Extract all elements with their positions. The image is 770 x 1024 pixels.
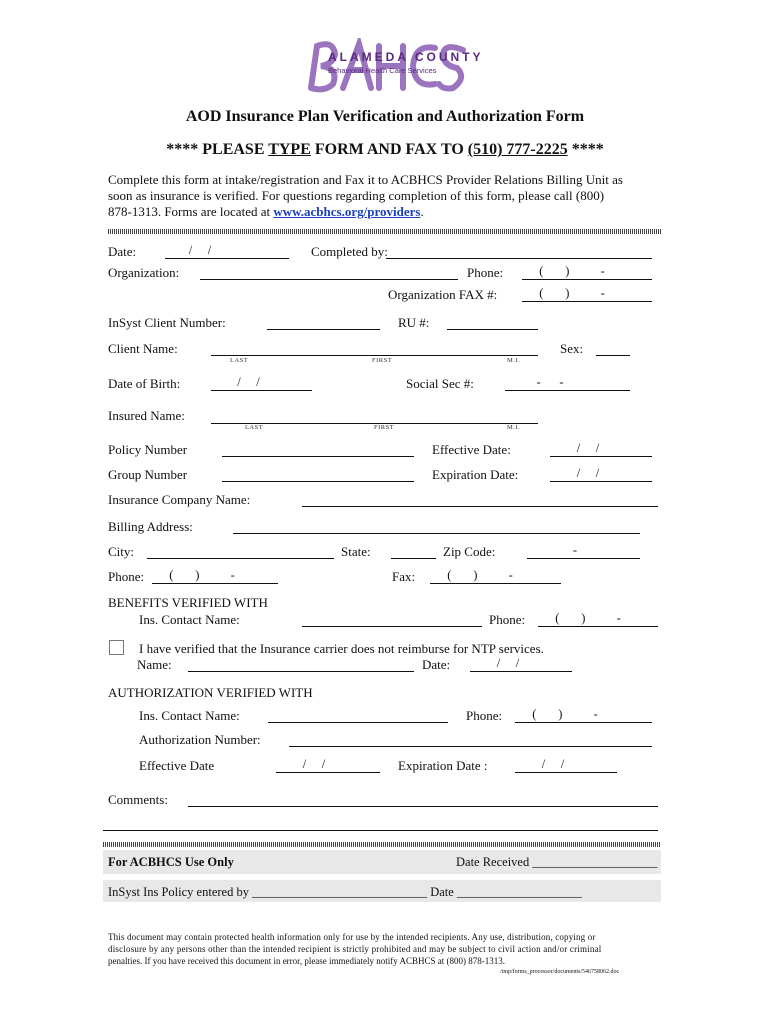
fax-middle: FORM AND FAX TO: [310, 141, 468, 158]
section-divider: [108, 229, 661, 234]
fax-label: Fax:: [392, 569, 416, 584]
date-received-field[interactable]: Date Received ____________________: [456, 855, 658, 869]
auth-ins-contact-name-field[interactable]: [268, 722, 448, 723]
ssn-label: Social Sec #:: [406, 376, 474, 391]
client-name-label: Client Name:: [108, 341, 178, 356]
phone4-field[interactable]: [515, 722, 652, 723]
auth-expiration-date-placeholder: / /: [541, 757, 565, 771]
disclaimer-line-2: disclosure by any persons other than the intended recipient is strictly prohibited and may be subject to civil action and/or criminal: [108, 944, 602, 954]
state-field[interactable]: [391, 558, 436, 559]
insurance-company-label: Insurance Company Name:: [108, 492, 251, 507]
completed-by-label: Completed by:: [311, 244, 388, 259]
date-placeholder: / /: [188, 243, 212, 257]
sex-label: Sex:: [560, 341, 584, 356]
ntp-name-field[interactable]: [188, 671, 414, 672]
comments-field-line-1[interactable]: [188, 806, 658, 807]
insyst-client-number-field[interactable]: [267, 329, 380, 330]
effective-date-placeholder: / /: [576, 441, 600, 455]
phone2-field[interactable]: [152, 583, 278, 584]
city-label: City:: [108, 544, 135, 559]
logo-dept-text: Behavioral Health Care Services: [328, 66, 437, 75]
date-field[interactable]: [165, 258, 289, 259]
phone2-label: Phone:: [108, 569, 145, 584]
intro-line-1: Complete this form at intake/registration and Fax it to ACBHCS Provider Relations Billing Unit as: [108, 172, 623, 187]
organization-field[interactable]: [200, 279, 458, 280]
dob-label: Date of Birth:: [108, 376, 181, 391]
sex-field[interactable]: [596, 355, 630, 356]
ssn-field[interactable]: [505, 390, 630, 391]
completed-by-field[interactable]: [386, 258, 652, 259]
fax-field[interactable]: [430, 583, 561, 584]
ssn-placeholder: - -: [536, 375, 564, 389]
office-use-divider: [103, 842, 661, 847]
ntp-date-label: Date:: [422, 657, 451, 672]
comments-label: Comments:: [108, 792, 168, 807]
ins-contact-name-label: Ins. Contact Name:: [139, 612, 240, 627]
state-label: State:: [341, 544, 371, 559]
org-fax-label: Organization FAX #:: [388, 287, 498, 302]
group-number-label: Group Number: [108, 467, 188, 482]
disclaimer-line-3: penalties. If you have received this document in error, please immediately notify ACBHCS at (800) 878-1313.: [108, 956, 506, 966]
fax-number: (510) 777-2225: [467, 141, 568, 158]
city-field[interactable]: [147, 558, 334, 559]
intro-line-3-end: .: [420, 204, 424, 219]
auth-ins-contact-name-label: Ins. Contact Name:: [139, 708, 240, 723]
policy-number-label: Policy Number: [108, 442, 188, 457]
insyst-policy-entered-field[interactable]: InSyst Ins Policy entered by ____________________________ Date ____________________: [108, 885, 582, 899]
logo-county-text: ALAMEDA COUNTY: [328, 50, 484, 64]
ntp-date-field[interactable]: [470, 671, 572, 672]
client-first-sublabel: FIRST: [372, 357, 393, 364]
phone3-label: Phone:: [489, 612, 526, 627]
organization-label: Organization:: [108, 265, 180, 280]
fax-suffix: ****: [567, 141, 604, 158]
ntp-checkbox[interactable]: [109, 640, 124, 655]
ru-label: RU #:: [398, 315, 430, 330]
providers-link[interactable]: www.acbhcs.org/providers: [273, 204, 421, 219]
page-title: AOD Insurance Plan Verification and Authorization Form: [185, 108, 585, 125]
policy-number-field[interactable]: [222, 456, 414, 457]
phone4-placeholder: ( ) -: [532, 707, 598, 721]
fax-prefix: **** PLEASE: [166, 141, 269, 158]
client-last-sublabel: LAST: [230, 357, 249, 364]
ntp-date-placeholder: / /: [496, 656, 520, 670]
client-mi-sublabel: M.I.: [507, 357, 521, 364]
phone-label: Phone:: [467, 265, 504, 280]
group-number-field[interactable]: [222, 481, 414, 482]
date-label: Date:: [108, 244, 137, 259]
insured-first-sublabel: FIRST: [374, 424, 395, 431]
intro-line-2: soon as insurance is verified. For questions regarding completion of this form, please call (800): [108, 188, 605, 203]
intro-line-3: [108, 204, 424, 220]
auth-number-label: Authorization Number:: [139, 732, 261, 747]
insured-last-sublabel: LAST: [245, 424, 264, 431]
effective-date-field[interactable]: [550, 456, 652, 457]
fax-instruction: [0, 141, 770, 159]
client-name-field[interactable]: [211, 355, 538, 356]
billing-address-field[interactable]: [233, 533, 640, 534]
dob-field[interactable]: [211, 390, 312, 391]
auth-effective-date-label: Effective Date: [139, 758, 215, 773]
fax-placeholder: ( ) -: [447, 568, 513, 582]
org-fax-field[interactable]: [522, 301, 652, 302]
phone4-label: Phone:: [466, 708, 503, 723]
dob-placeholder: / /: [237, 375, 260, 389]
ru-field[interactable]: [447, 329, 538, 330]
disclaimer-line-1: This document may contain protected health information only for use by the intended recipients. Any use, distribution, copying or: [108, 932, 596, 942]
phone2-placeholder: ( ) -: [169, 568, 235, 582]
auth-effective-date-placeholder: / /: [302, 757, 326, 771]
ntp-statement: I have verified that the Insurance carrier does not reimburse for NTP services.: [139, 641, 544, 656]
phone-placeholder: ( ) -: [539, 264, 605, 278]
insured-mi-sublabel: M.I.: [507, 424, 521, 431]
expiration-date-placeholder: / /: [576, 466, 600, 480]
effective-date-label: Effective Date:: [432, 442, 511, 457]
document-path: /tmp/forms_processor/documents/546758062.doc: [500, 969, 620, 975]
benefits-verified-heading: BENEFITS VERIFIED WITH: [108, 595, 268, 610]
zip-placeholder: -: [572, 543, 578, 557]
zip-code-field[interactable]: [527, 558, 640, 559]
intro-line-3-text: 878-1313. Forms are located at: [108, 204, 274, 219]
expiration-date-field[interactable]: [550, 481, 652, 482]
ins-contact-name-field[interactable]: [302, 626, 482, 627]
auth-expiration-date-label: Expiration Date :: [398, 758, 488, 773]
billing-address-label: Billing Address:: [108, 519, 193, 534]
phone3-placeholder: ( ) -: [555, 611, 621, 625]
insurance-company-field[interactable]: [302, 506, 658, 507]
auth-verified-heading: AUTHORIZATION VERIFIED WITH: [108, 685, 313, 700]
comments-field-line-2[interactable]: [103, 830, 658, 831]
insured-name-label: Insured Name:: [108, 408, 185, 423]
ntp-name-label: Name:: [137, 657, 172, 672]
insyst-client-number-label: InSyst Client Number:: [108, 315, 226, 330]
auth-number-field[interactable]: [289, 746, 652, 747]
expiration-date-label: Expiration Date:: [432, 467, 519, 482]
org-fax-placeholder: ( ) -: [539, 286, 605, 300]
fax-type-word: TYPE: [268, 141, 311, 158]
auth-effective-date-field[interactable]: [276, 772, 380, 773]
auth-expiration-date-field[interactable]: [515, 772, 617, 773]
office-use-heading: For ACBHCS Use Only: [108, 855, 234, 869]
phone-field[interactable]: [522, 279, 652, 280]
phone3-field[interactable]: [538, 626, 658, 627]
zip-code-label: Zip Code:: [443, 544, 496, 559]
